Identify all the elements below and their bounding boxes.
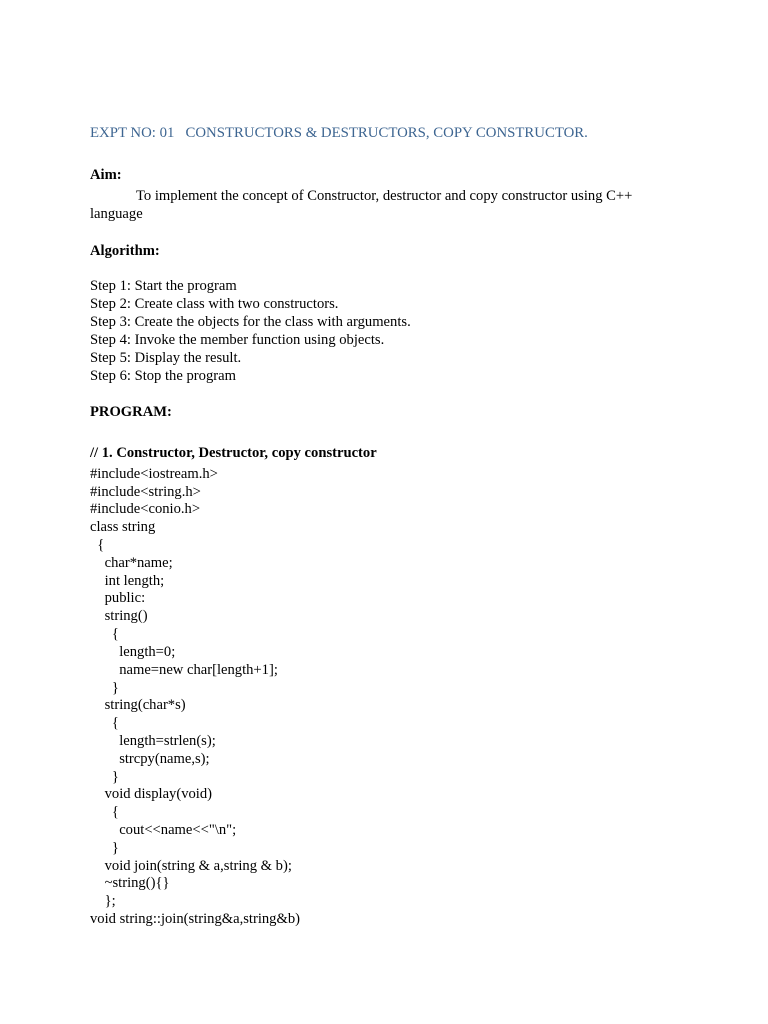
algorithm-step: Step 2: Create class with two constructors. bbox=[90, 296, 339, 312]
code-line: #include<string.h> bbox=[90, 484, 201, 500]
aim-text-line-2: language bbox=[90, 206, 143, 222]
code-line: { bbox=[90, 715, 119, 731]
code-line: }; bbox=[90, 893, 116, 909]
aim-heading: Aim: bbox=[90, 167, 122, 183]
code-line: length=strlen(s); bbox=[90, 733, 216, 749]
code-line: string(char*s) bbox=[90, 697, 186, 713]
code-line: ~string(){} bbox=[90, 875, 170, 891]
code-line: void string::join(string&a,string&b) bbox=[90, 911, 300, 927]
code-line: public: bbox=[90, 590, 146, 606]
code-line: string() bbox=[90, 608, 148, 624]
program-heading: PROGRAM: bbox=[90, 404, 172, 420]
code-line: length=0; bbox=[90, 644, 176, 660]
code-line: { bbox=[90, 804, 119, 820]
code-line: int length; bbox=[90, 573, 165, 589]
code-line: } bbox=[90, 840, 119, 856]
code-line: void display(void) bbox=[90, 786, 213, 802]
code-line: cout<<name<<"\n"; bbox=[90, 822, 237, 838]
code-line: #include<conio.h> bbox=[90, 501, 201, 517]
code-line: #include<iostream.h> bbox=[90, 466, 218, 482]
code-line: { bbox=[90, 626, 119, 642]
algorithm-heading: Algorithm: bbox=[90, 243, 160, 259]
algorithm-step: Step 5: Display the result. bbox=[90, 350, 242, 366]
code-line: } bbox=[90, 680, 119, 696]
algorithm-step: Step 4: Invoke the member function using objects. bbox=[90, 332, 385, 348]
code-line: name=new char[length+1]; bbox=[90, 662, 278, 678]
algorithm-step: Step 6: Stop the program bbox=[90, 368, 236, 384]
code-line: char*name; bbox=[90, 555, 173, 571]
experiment-title: EXPT NO: 01 CONSTRUCTORS & DESTRUCTORS, COPY CONSTRUCTOR. bbox=[90, 125, 588, 141]
program-comment: // 1. Constructor, Destructor, copy constructor bbox=[90, 445, 377, 461]
algorithm-step: Step 3: Create the objects for the class with arguments. bbox=[90, 314, 411, 330]
code-line: void join(string & a,string & b); bbox=[90, 858, 292, 874]
code-line: class string bbox=[90, 519, 156, 535]
algorithm-step: Step 1: Start the program bbox=[90, 278, 237, 294]
code-line: { bbox=[90, 537, 105, 553]
code-line: } bbox=[90, 769, 119, 785]
aim-text-line-1: To implement the concept of Constructor, destructor and copy constructor using C++ bbox=[136, 188, 633, 204]
code-line: strcpy(name,s); bbox=[90, 751, 210, 767]
